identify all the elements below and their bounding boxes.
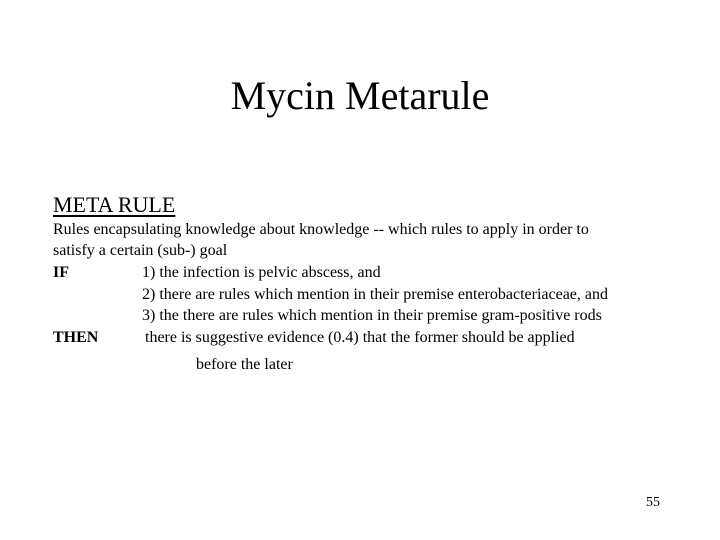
conclusion-line-1: there is suggestive evidence (0.4) that the former should be applied	[145, 329, 575, 346]
page-number: 55	[646, 495, 660, 510]
condition-1: 1) the infection is pelvic abscess, and	[142, 264, 381, 281]
condition-3: 3) the there are rules which mention in their premise gram-positive rods	[142, 307, 602, 324]
section-heading: META RULE	[53, 192, 176, 217]
if-keyword: IF	[53, 264, 69, 281]
conclusion-line-2: before the later	[196, 356, 293, 373]
then-keyword: THEN	[53, 329, 99, 346]
slide-title: Mycin Metarule	[230, 73, 490, 118]
condition-2: 2) there are rules which mention in their premise enterobacteriaceae, and	[142, 286, 608, 303]
description-line-2: satisfy a certain (sub-) goal	[53, 242, 228, 259]
description-line-1: Rules encapsulating knowledge about knowledge -- which rules to apply in order to	[53, 221, 589, 238]
